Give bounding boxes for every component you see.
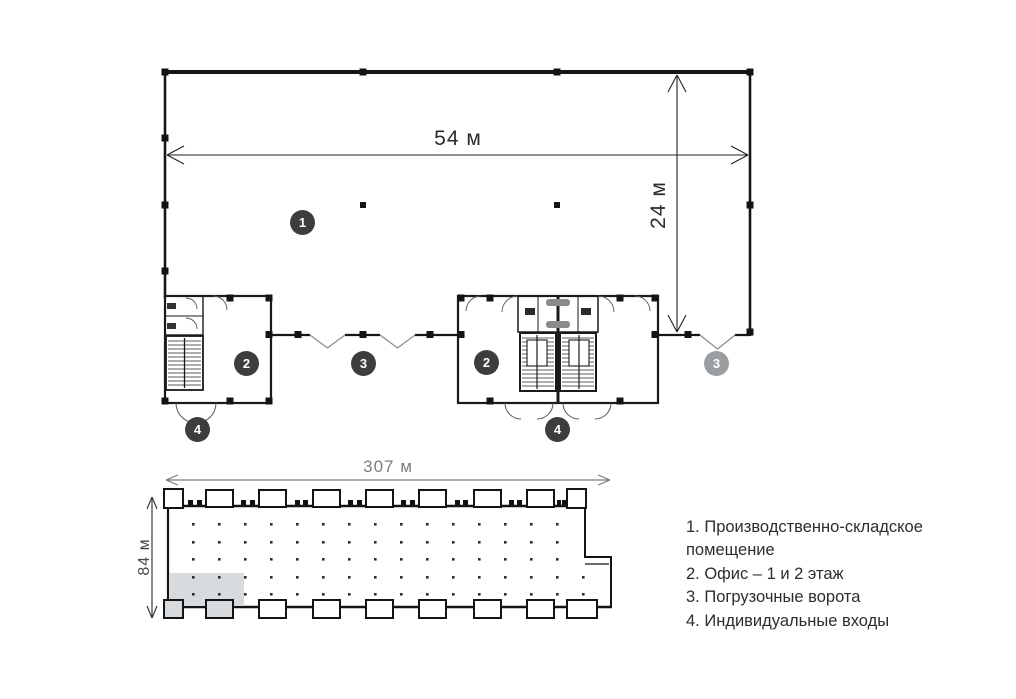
- marker-warehouse: 1: [290, 210, 315, 235]
- detail-plan-height-label: 24 м: [647, 181, 670, 229]
- detail-plan-width-label: 54 м: [434, 127, 482, 150]
- marker-entrance-right: 4: [545, 417, 570, 442]
- legend-item-entrances: 4. Индивидуальные входы: [686, 611, 890, 630]
- overview-column-grid: [192, 523, 585, 596]
- legend-item-warehouse: 1. Производственно-складское помещение: [686, 518, 923, 560]
- legend-item-gates: 3. Погрузочные ворота: [686, 588, 861, 607]
- marker-entrance-left: 4: [185, 417, 210, 442]
- marker-office-right: 2: [474, 350, 499, 375]
- legend-item-office: 2. Офис – 1 и 2 этаж: [686, 564, 844, 583]
- overview-plan-width-label: 307 м: [363, 457, 413, 476]
- marker-office-left: 2: [234, 351, 259, 376]
- legend: [686, 516, 944, 633]
- overview-plan-height-label: 84 м: [136, 538, 153, 576]
- marker-gates-middle: 3: [351, 351, 376, 376]
- marker-gates-right: 3: [704, 351, 729, 376]
- overview-bottom-blocks: [164, 600, 597, 618]
